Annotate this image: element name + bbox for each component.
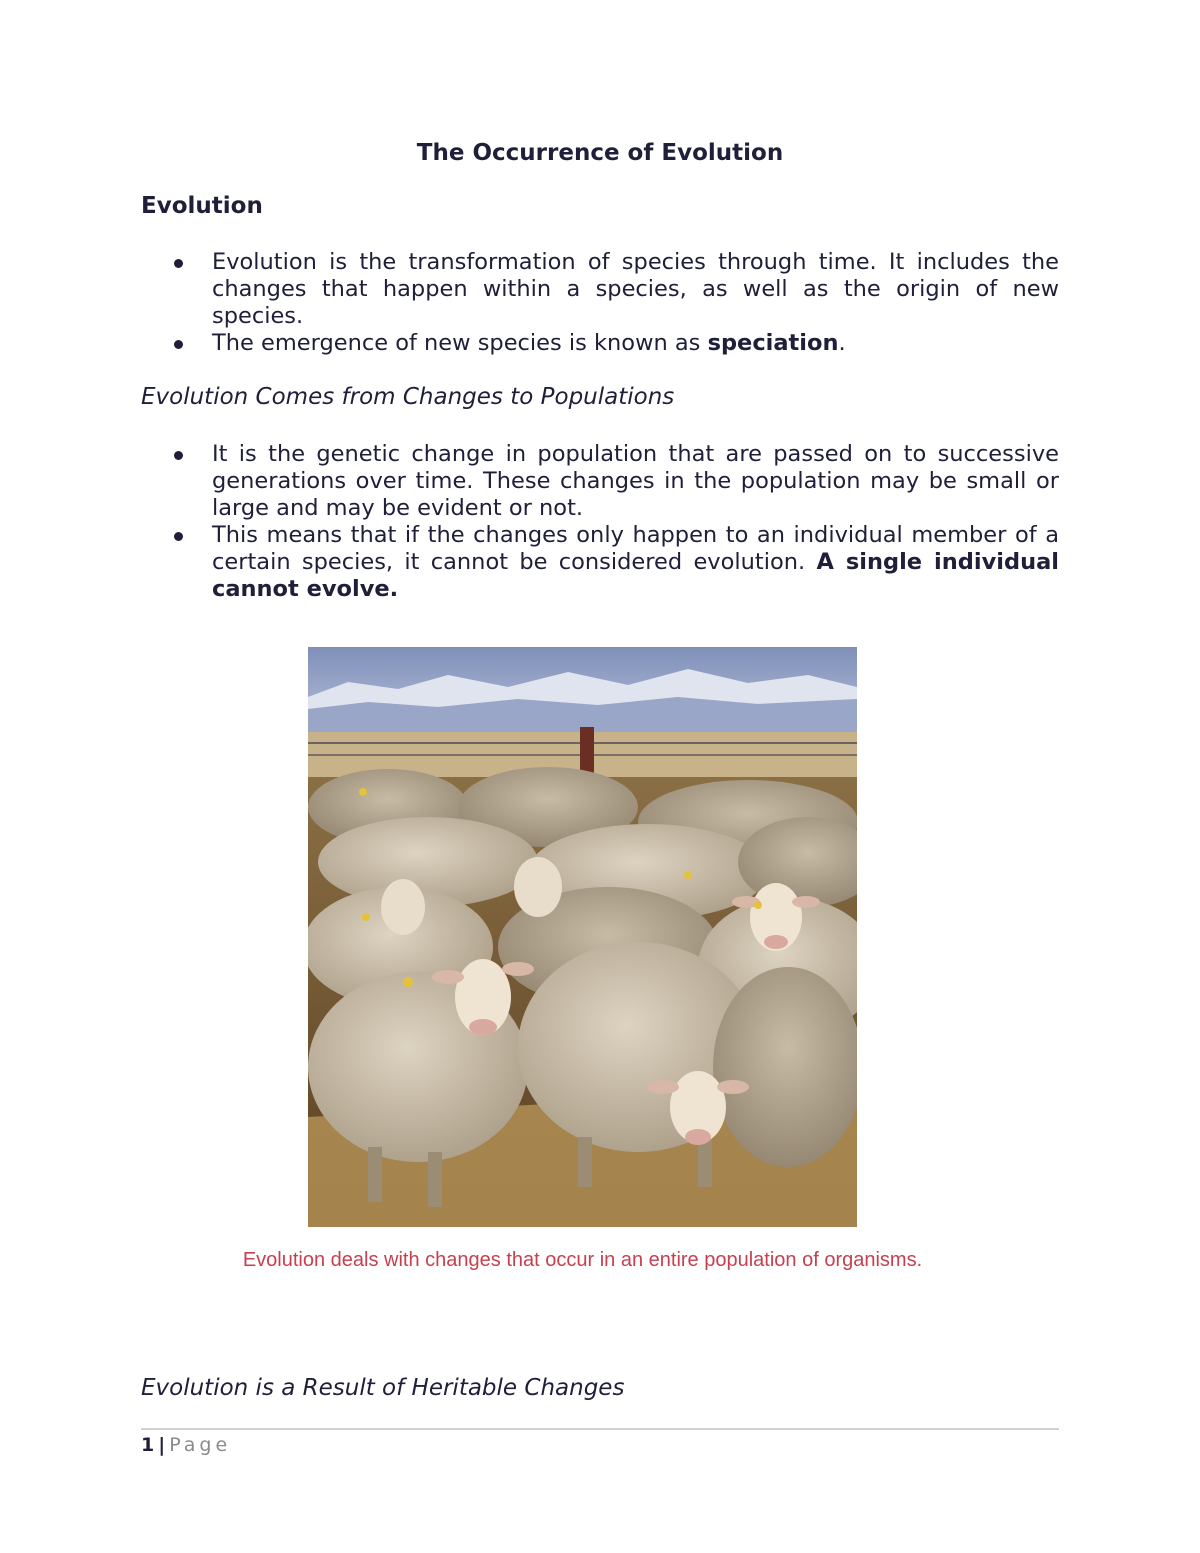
page-label: Page — [169, 1434, 232, 1456]
list-item — [141, 522, 1059, 603]
figure-caption: Evolution deals with changes that occur in an entire population of organisms. — [242, 1249, 923, 1271]
section-heading-populations: Evolution Comes from Changes to Populations — [141, 384, 675, 410]
bullet-text-bold: speciation — [707, 330, 839, 356]
bullet-text-bold: A single individual cannot evolve. — [212, 549, 1059, 602]
page-footer — [141, 1434, 231, 1456]
evolution-bullet-list — [141, 249, 1059, 357]
populations-bullet-list — [141, 441, 1059, 603]
bullet-icon — [174, 451, 183, 460]
bullet-text-pre: This means that if the changes only happen to an individual member of a certain species, it cannot be considered evolution. — [212, 522, 1059, 575]
list-item — [141, 441, 1059, 522]
bullet-text: Evolution is the transformation of species through time. It includes the changes that happen within a species, as well as the origin of new species. — [212, 249, 1059, 329]
section-heading-heritable: Evolution is a Result of Heritable Changes — [141, 1375, 625, 1401]
bullet-text: It is the genetic change in population that are passed on to successive generations over time. These changes in the population may be small or large and may be evident or not. — [212, 441, 1059, 521]
footer-separator: | — [158, 1434, 166, 1456]
section-heading-evolution: Evolution — [141, 193, 263, 219]
list-item — [141, 249, 1059, 330]
footer-divider — [141, 1428, 1059, 1430]
sheep-flock-photo — [308, 647, 857, 1227]
list-item — [141, 330, 1059, 357]
bullet-icon — [174, 340, 183, 349]
bullet-icon — [174, 259, 183, 268]
document-title: The Occurrence of Evolution — [416, 140, 784, 166]
page-number: 1 — [141, 1434, 155, 1456]
bullet-icon — [174, 532, 183, 541]
bullet-text-pre: The emergence of new species is known as — [212, 330, 708, 356]
bullet-text-post: . — [838, 330, 846, 356]
